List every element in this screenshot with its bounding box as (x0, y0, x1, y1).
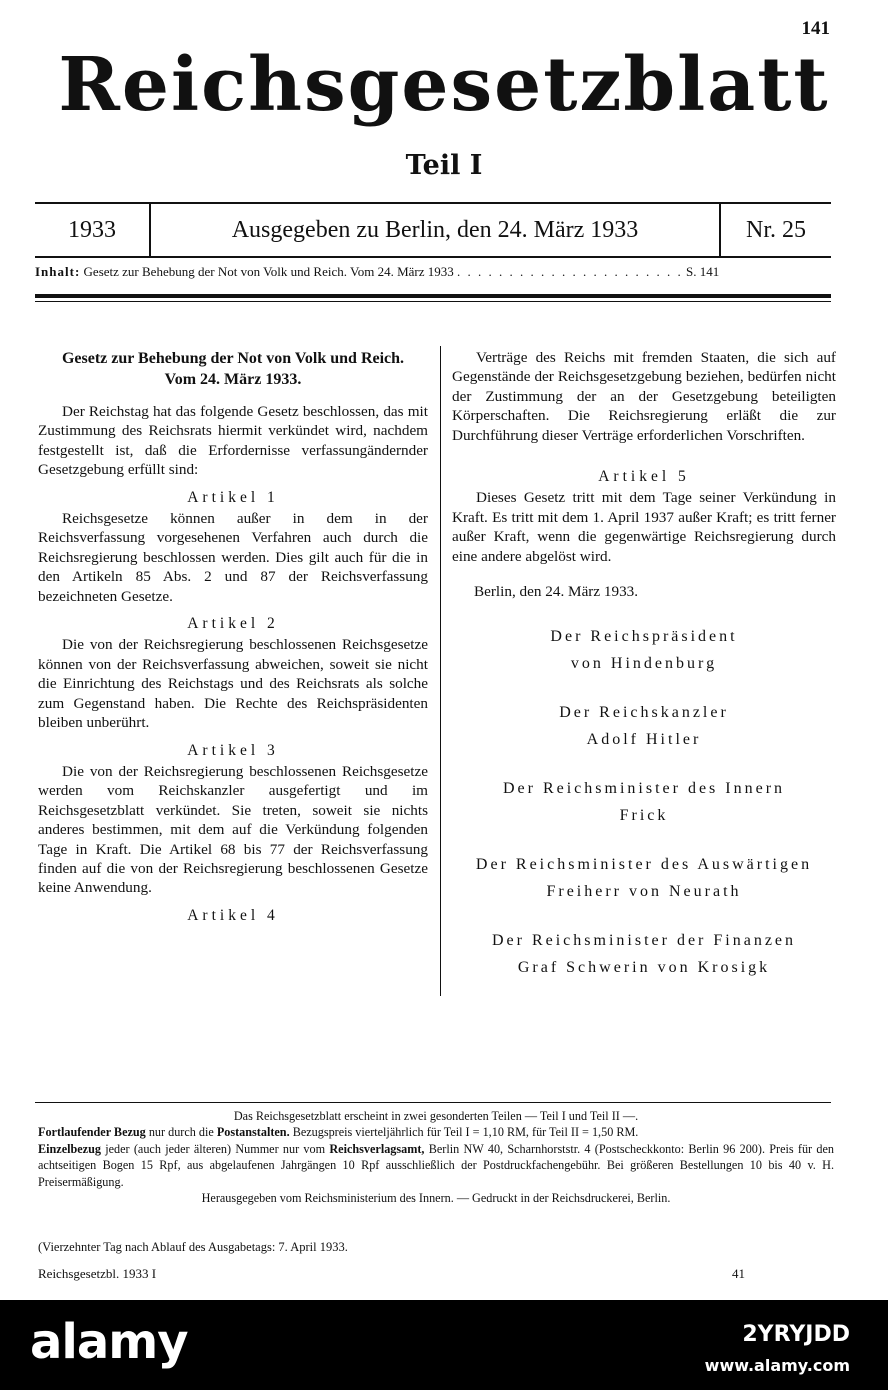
image-id: 2YRYJDD (742, 1322, 850, 1347)
signature-aussenminister (452, 851, 836, 905)
preamble: Der Reichstag hat das folgende Gesetz beschlossen, das mit Zustimmung des Reichsrats hiermit verkündet wird, nachdem festgestellt ist, daß die Erfordernisse verfassungändernder Gesetzgebung erfüllt sind: (38, 403, 428, 479)
publication-footer (38, 1108, 834, 1206)
signature-name: von Hindenburg (570, 655, 718, 673)
footer-bold-single: Einzelbezug (38, 1141, 101, 1156)
signature-name: Freiherr von Neurath (546, 883, 742, 901)
deadline-note: (Vierzehnter Tag nach Ablauf des Ausgabetags: 7. April 1933. (38, 1240, 348, 1254)
signatures (452, 623, 836, 981)
footer-line-4: Herausgegeben vom Reichsministerium des Innern. — Gedruckt in der Reichsdruckerei, Berlin. (201, 1191, 671, 1206)
footer-line-2 (38, 1124, 834, 1140)
signature-name: Frick (619, 807, 669, 825)
watermark-url: www.alamy.com (704, 1356, 850, 1375)
footer-bold-office: Reichsverlagsamt, (329, 1141, 425, 1156)
footer-bold-post: Postanstalten. (216, 1125, 290, 1140)
right-column (452, 348, 836, 1003)
issue-year: 1933 (35, 204, 151, 256)
signature-finanzminister (452, 927, 836, 981)
header-rule-thin (35, 301, 831, 302)
article-3-heading: Artikel 3 (187, 741, 279, 759)
contents-entry: Gesetz zur Behebung der Not von Volk und Reich. (83, 264, 347, 279)
article-5-text: Dieses Gesetz tritt mit dem Tage seiner Verkündung in Kraft. Es tritt mit dem 1. April 1937 außer Kraft; es tritt ferner außer Kraft, wenn die gegenwärtige Reichsregierung durch eine andere abgelöst wird. (452, 489, 836, 565)
contents-dots: . . . . . . . . . . . . . . . . . . . . . . (457, 264, 683, 279)
article-1-text: Reichsgesetze können außer in dem in der Reichsverfassung vorgesehenen Verfahren auch durch die Reichsregierung beschlossen werden. Dies gilt auch für die in den Artikeln 85 Abs. 2 und 87 der Reichsverfassung bezeichneten Gesetze. (38, 510, 428, 605)
issue-date-place: Ausgegeben zu Berlin, den 24. März 1933 (151, 204, 721, 256)
signature-role: Der Reichskanzler (559, 704, 729, 722)
law-date: Vom 24. März 1933. (164, 371, 302, 388)
footer-rule (35, 1102, 831, 1103)
column-divider (440, 346, 441, 996)
signature-name: Graf Schwerin von Krosigk (517, 959, 771, 977)
signature-mark: Reichsgesetzbl. 1933 I (38, 1266, 157, 1281)
footer-text: Bezugspreis vierteljährlich für Teil I = 1,10 RM, für Teil II = 1,50 RM. (289, 1125, 639, 1140)
law-title: Gesetz zur Behebung der Not von Volk und Reich. (61, 350, 405, 367)
signature-reichskanzler (452, 699, 836, 753)
article-3-text: Die von der Reichsregierung beschlossenen Reichsgesetze werden vom Reichskanzler ausgefertigt und im Reichsgesetzblatt verkündet. Sie treten, soweit sie nichts anderes bestimmen, mit dem auf die Verkündung folgenden Tage in Kraft. Die Artikel 68 bis 77 der Reichsverfassung finden auf die von der Reichsregierung beschlossenen Gesetze keine Anwendung. (38, 762, 428, 897)
signature-innenminister (452, 775, 836, 829)
signature-role: Der Reichsminister des Auswärtigen (475, 856, 813, 874)
article-4-heading: Artikel 4 (187, 906, 279, 924)
article-5-heading: Artikel 5 (598, 468, 690, 486)
contents-date: Vom 24. März 1933 (350, 264, 454, 279)
signature-name: Adolf Hitler (586, 731, 702, 749)
contents-page: S. 141 (686, 264, 720, 279)
issue-bar (35, 202, 831, 258)
masthead-title: Reichsgesetzblatt (58, 42, 830, 128)
footer-line-3 (38, 1141, 834, 1190)
signature-role: Der Reichspräsident (550, 628, 738, 646)
table-of-contents (35, 264, 831, 280)
article-2-text: Die von der Reichsregierung beschlossenen Reichsgesetze können von der Reichsverfassung abweichen, soweit sie nicht die Einrichtung des Reichstags und des Reichsrats als solche zum Gegenstand haben. Die Rechte des Reichspräsidenten bleiben unberührt. (38, 636, 428, 732)
article-2-heading: Artikel 2 (187, 615, 279, 633)
header-rule-thick (35, 294, 831, 298)
footer-text: jeder (auch jeder älteren) Nummer nur vom (100, 1141, 330, 1156)
footer-line-1: Das Reichsgesetzblatt erscheint in zwei gesonderten Teilen — Teil I und Teil II —. (233, 1109, 639, 1123)
issue-number: Nr. 25 (746, 217, 806, 243)
signature-reichspraesident (452, 623, 836, 677)
article-4-text: Verträge des Reichs mit fremden Staaten, die sich auf Gegenstände der Reichsgesetzgebung beziehen, bedürfen nicht der Zustimmung der an der Gesetzgebung beteiligten Körperschaften. Die Reichsregierung erläßt die zur Durchführung dieser Verträge erforderlichen Vorschriften. (452, 349, 836, 444)
left-column (38, 348, 428, 927)
footer-bold-subscription: Fortlaufender Bezug (38, 1125, 146, 1140)
signature-role: Der Reichsminister des Innern (502, 780, 786, 798)
sheet-number: 41 (732, 1266, 745, 1281)
footer-text: Berlin NW 40, Scharnhorststr. 4 (Postscheckkonto: Berlin 96 200). Preis für den achtseitigen Bogen 15 Rpf, aus abgelaufenen Jahrgängen 10 Rpf ausschließlich der Postdruckfachengebühr. Bei größeren Bestellungen 10 bis 40 v. H. Preisermäßigung. (38, 1141, 834, 1189)
signature-role: Der Reichsminister der Finanzen (491, 932, 797, 950)
contents-label: Inhalt: (35, 264, 81, 279)
page-number: 141 (801, 18, 830, 39)
alamy-logo: alamy (30, 1314, 188, 1370)
watermark-bar (0, 1300, 888, 1390)
law-title-block (38, 348, 428, 390)
footer-text: nur durch die (145, 1125, 217, 1140)
article-1-heading: Artikel 1 (187, 488, 279, 506)
place-date: Berlin, den 24. März 1933. (474, 583, 639, 601)
part-label: Teil I (405, 150, 483, 181)
